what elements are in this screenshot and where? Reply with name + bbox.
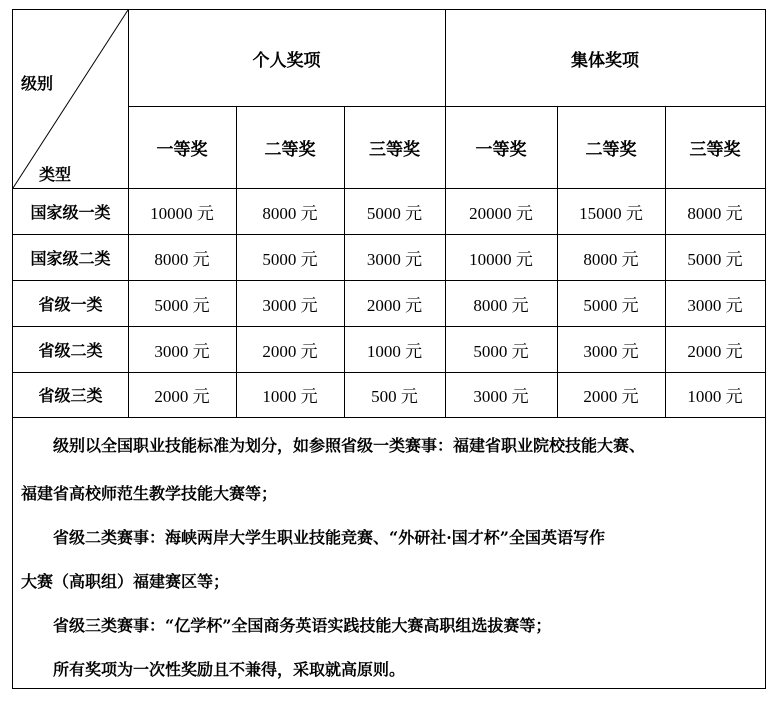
award-amount: 5000 元 (366, 203, 423, 223)
prize-level-header: 二等奖 (264, 139, 316, 160)
award-amount: 8000 元 (262, 203, 318, 223)
award-amount: 5000 元 (473, 341, 529, 361)
award-amount: 2000 元 (366, 295, 423, 315)
award-amount: 500 元 (371, 387, 418, 406)
corner-label-type: 类型 (39, 164, 72, 184)
award-amount: 3000 元 (473, 387, 529, 406)
award-amount: 2000 元 (583, 387, 639, 406)
table-notes-divider (13, 417, 765, 418)
note-line: 福建省高校师范生教学技能大赛等； (21, 484, 278, 503)
award-amount: 3000 元 (366, 249, 423, 269)
prize-level-header: 一等奖 (156, 139, 208, 160)
award-amount: 5000 元 (687, 249, 743, 269)
award-amount: 10000 元 (469, 249, 533, 269)
award-amount: 3000 元 (583, 341, 639, 361)
award-amount: 8000 元 (473, 295, 529, 315)
note-line: 所有奖项为一次性奖励且不兼得，采取就高原则。 (53, 660, 406, 679)
award-amount: 2000 元 (154, 387, 210, 406)
award-amount: 3000 元 (154, 341, 210, 361)
award-amount: 1000 元 (366, 341, 423, 361)
award-amount: 5000 元 (154, 295, 210, 315)
award-amount: 5000 元 (262, 249, 318, 269)
prize-level-header: 三等奖 (369, 139, 420, 160)
row-label: 国家级二类 (30, 248, 111, 268)
group-header-collective: 集体奖项 (571, 50, 639, 71)
note-line: 级别以全国职业技能标准为划分，如参照省级一类赛事：福建省职业院校技能大赛、 (53, 436, 646, 455)
note-line: 省级三类赛事：“亿学杯”全国商务英语实践技能大赛高职组选拔赛等； (53, 616, 552, 635)
award-amount: 15000 元 (579, 203, 643, 223)
row-label: 省级三类 (38, 386, 103, 405)
group-header-individual: 个人奖项 (252, 50, 321, 71)
award-table (12, 9, 766, 689)
award-amount: 5000 元 (583, 295, 639, 315)
row-label: 国家级一类 (30, 202, 111, 222)
award-amount: 2000 元 (687, 341, 743, 361)
award-amount: 8000 元 (154, 249, 210, 269)
award-amount: 8000 元 (583, 249, 639, 269)
award-amount: 3000 元 (262, 295, 318, 315)
prize-level-header: 三等奖 (689, 139, 741, 160)
note-line: 大赛（高职组）福建赛区等； (21, 572, 230, 591)
award-amount: 2000 元 (262, 341, 318, 361)
award-amount: 1000 元 (262, 387, 318, 406)
row-label: 省级二类 (38, 340, 103, 360)
award-amount: 10000 元 (150, 203, 214, 223)
prize-level-header: 二等奖 (585, 139, 637, 160)
prize-level-header: 一等奖 (475, 139, 527, 160)
award-amount: 8000 元 (687, 203, 743, 223)
award-amount: 3000 元 (687, 295, 743, 315)
corner-label-level: 级别 (21, 73, 54, 93)
award-amount: 1000 元 (687, 387, 743, 406)
row-label: 省级一类 (38, 294, 103, 314)
note-line: 省级二类赛事：海峡两岸大学生职业技能竞赛、“外研社·国才杯”全国英语写作 (53, 528, 605, 547)
award-amount: 20000 元 (469, 203, 533, 223)
